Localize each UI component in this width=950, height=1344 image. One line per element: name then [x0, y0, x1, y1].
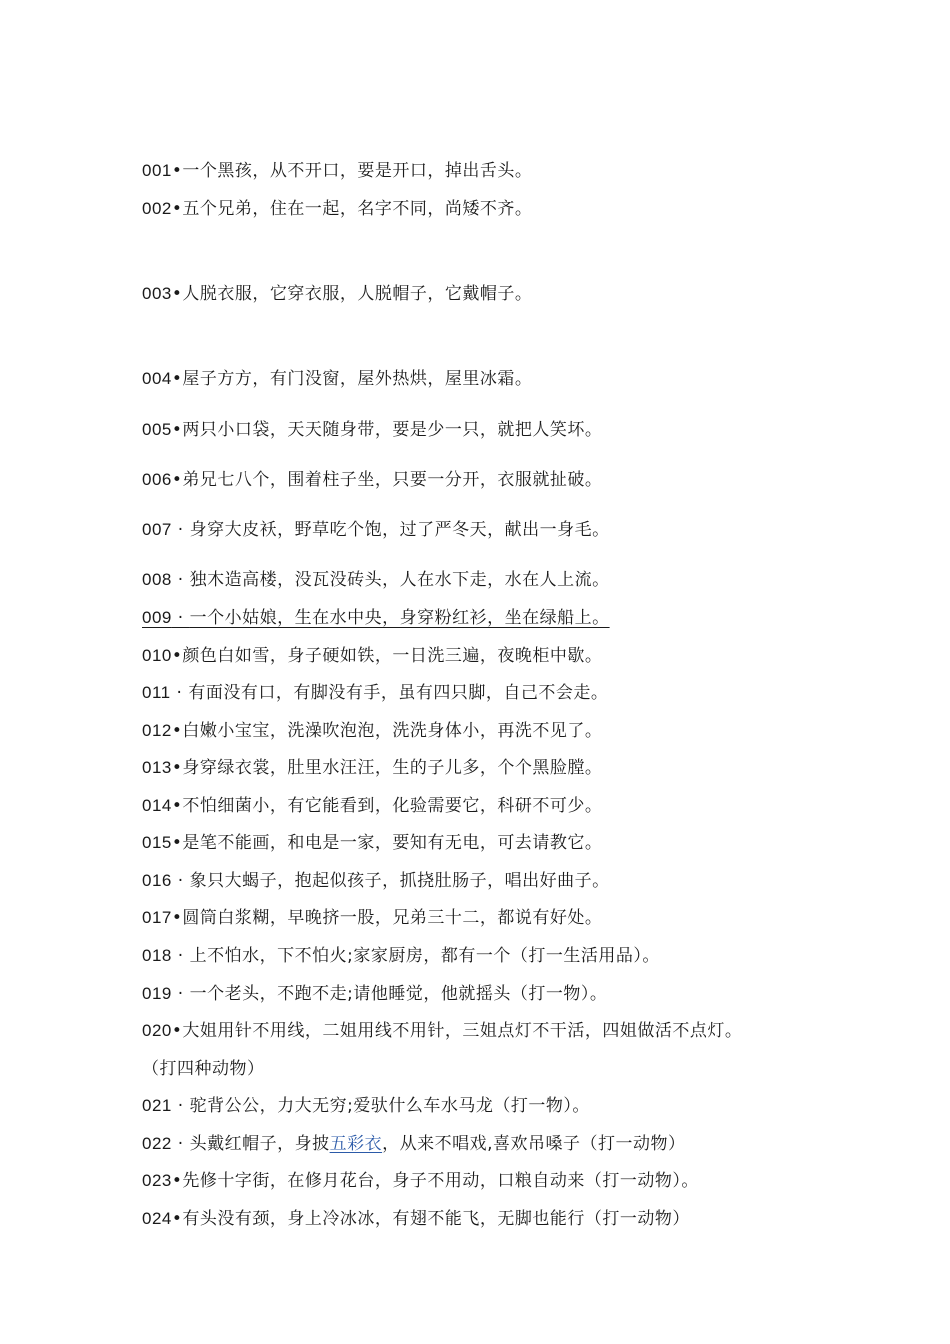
riddle-019: 019 · 一个老头，不跑不走;请他睡觉，他就摇头（打一物）。 [142, 984, 608, 1004]
riddle-024: 024•有头没有颈，身上冷冰冰，有翅不能飞，无脚也能行（打一动物） [142, 1209, 690, 1229]
riddle-003: 003•人脱衣服，它穿衣服，人脱帽子，它戴帽子。 [142, 284, 533, 304]
riddle-023: 023•先修十字街，在修月花台，身子不用动，口粮自动来（打一动物）。 [142, 1171, 699, 1191]
riddle-008: 008 · 独木造高楼，没瓦没砖头，人在水下走，水在人上流。 [142, 570, 610, 590]
riddle-012: 012•白嫩小宝宝，洗澡吹泡泡，洗洗身体小，再洗不见了。 [142, 721, 603, 741]
riddle-002: 002•五个兄弟，住在一起，名字不同，尚矮不齐。 [142, 199, 533, 219]
riddle-005: 005•两只小口袋，天天随身带，要是少一只，就把人笑坏。 [142, 420, 603, 440]
riddle-007: 007 · 身穿大皮袄，野草吃个饱，过了严冬天，献出一身毛。 [142, 520, 610, 540]
riddle-006: 006•弟兄七八个，围着柱子坐，只要一分开，衣服就扯破。 [142, 470, 603, 490]
riddle-004: 004•屋子方方，有门没窗，屋外热烘，屋里冰霜。 [142, 369, 533, 389]
wucaiyi-link[interactable]: 五彩衣 [329, 1134, 383, 1154]
riddle-001: 001•一个黑孩，从不开口，要是开口，掉出舌头。 [142, 161, 533, 181]
riddle-020: 020•大姐用针不用线，二姐用线不用针，三姐点灯不干活，四姐做活不点灯。 [142, 1021, 743, 1041]
riddle-013: 013•身穿绿衣裳，肚里水汪汪，生的子儿多，个个黑脸膛。 [142, 758, 603, 778]
riddle-016: 016 · 象只大蝎子，抱起似孩子，抓挠肚肠子，唱出好曲子。 [142, 871, 610, 891]
riddle-009: 009 · 一个小姑娘，生在水中央，身穿粉红衫，坐在绿船上。 [142, 608, 610, 628]
riddle-011: 011 · 有面没有口，有脚没有手，虽有四只脚，自己不会走。 [142, 683, 609, 703]
riddle-018: 018 · 上不怕水，下不怕火;家家厨房，都有一个（打一生活用品）。 [142, 946, 660, 966]
riddle-020-hint: （打四种动物） [142, 1059, 265, 1079]
riddle-014: 014•不怕细菌小，有它能看到，化验需要它，科研不可少。 [142, 796, 603, 816]
riddle-010: 010•颜色白如雪，身子硬如铁，一日洗三遍，夜晚柜中歇。 [142, 646, 603, 666]
riddle-022: 022 · 头戴红帽子，身披五彩衣，从来不唱戏,喜欢吊嗓子（打一动物） [142, 1134, 686, 1154]
riddle-017: 017•圆筒白浆糊，早晚挤一股，兄弟三十二，都说有好处。 [142, 908, 603, 928]
riddle-015: 015•是笔不能画，和电是一家，要知有无电，可去请教它。 [142, 833, 603, 853]
riddle-021: 021 · 驼背公公，力大无穷;爱驮什么车水马龙（打一物）。 [142, 1096, 590, 1116]
